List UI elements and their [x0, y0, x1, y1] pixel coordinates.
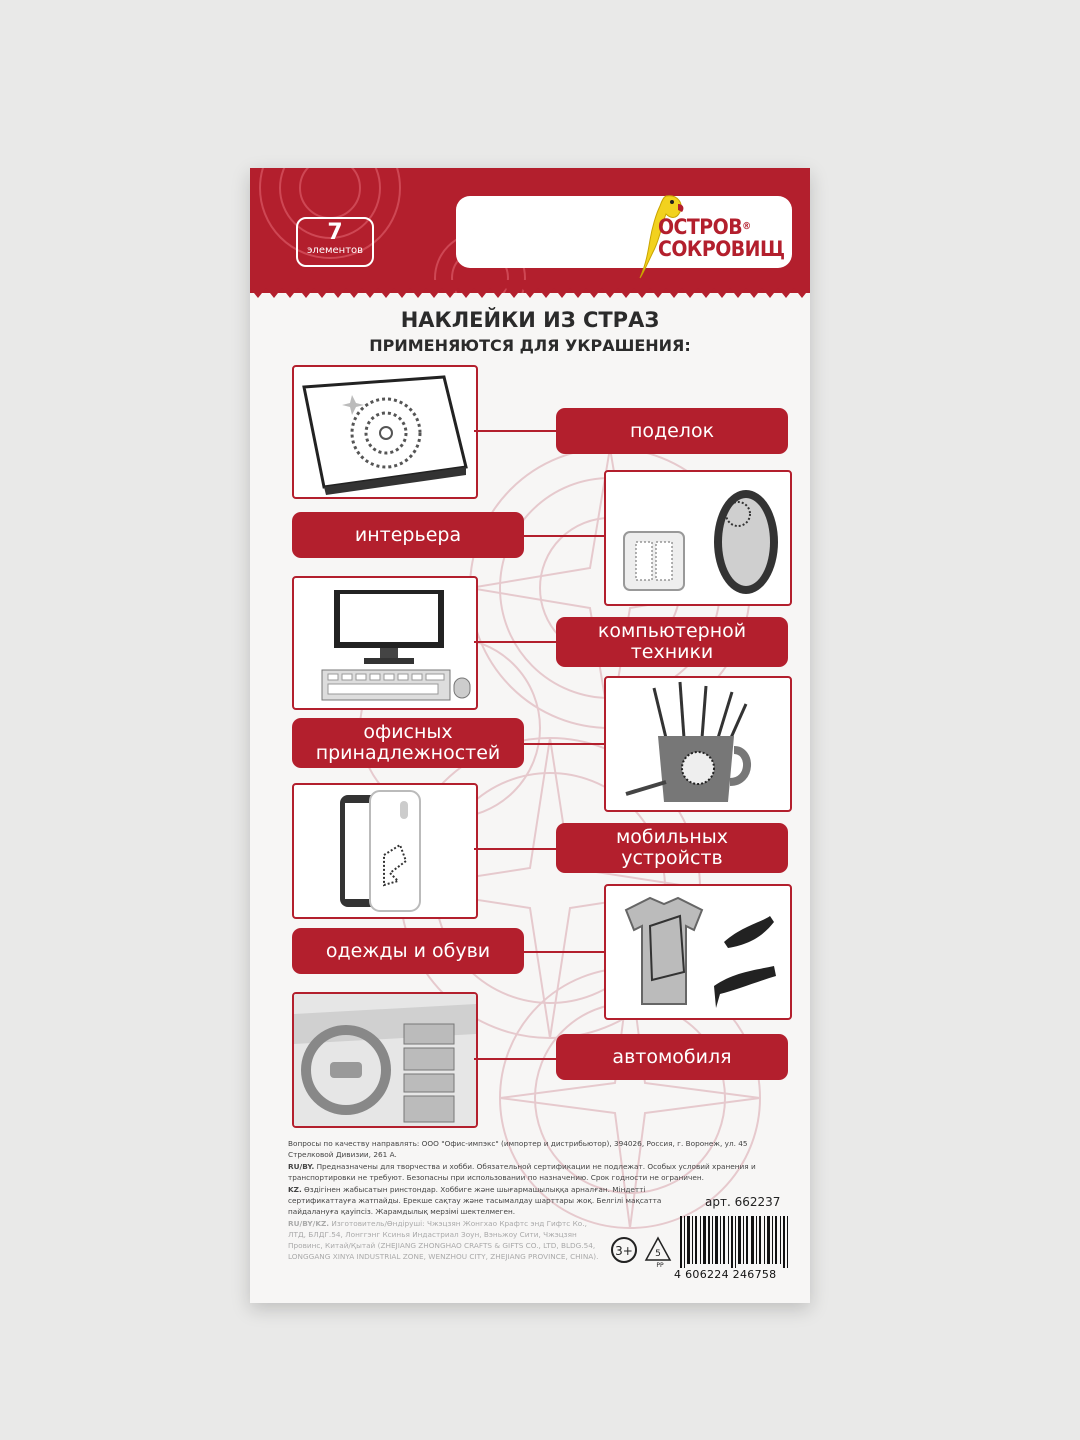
brand-name-line1: ОСТРОВ®	[658, 215, 751, 239]
recycle-pp-icon	[646, 1238, 670, 1268]
use-label-interior: интерьера	[292, 512, 524, 558]
header-zigzag-edge	[250, 280, 810, 302]
element-count-unit: элементов	[306, 245, 364, 256]
element-count-badge	[296, 217, 374, 267]
use-label-crafts: поделок	[556, 408, 788, 454]
kz-info: KZ. Өздігінен жабысатын ринстондар. Хоббиге және шығармашылыққа арналған. Міндетті сертификаттауға жатпайды. Ерекше сақтау және тасымалдау шарттары жоқ. Белгілі мақсатта пайдалануға қауіпсіз. Жарамдылық мерзімі шектелмеген.	[288, 1185, 662, 1216]
barcode-icon	[678, 1216, 790, 1268]
svg-text:3+: 3+	[615, 1244, 633, 1258]
brand-name	[658, 216, 785, 260]
mirror-and-switch-icon	[604, 470, 792, 606]
sticker-pack-backing-card	[250, 168, 810, 1303]
use-label-car: автомобиля	[556, 1034, 788, 1080]
pen-cup-icon	[604, 676, 792, 812]
brand-name-line2: СОКРОВИЩ	[658, 237, 785, 261]
use-label-mobile-devices: мобильных устройств	[556, 823, 788, 873]
svg-text:PP: PP	[656, 1262, 664, 1268]
connector-line	[474, 641, 556, 643]
car-dashboard-icon	[292, 992, 478, 1128]
connector-line	[524, 535, 604, 537]
product-title: НАКЛЕЙКИ ИЗ СТРАЗ	[400, 308, 660, 332]
element-count: 7	[327, 220, 343, 245]
manufacturer-info: RU/BY/KZ. Изготовитель/Өндіруші: Чжэцзян Жонгхао Крафтс энд Гифтс Ко., ЛТД, БЛДГ.54, Лонггэнг Ксинья Индастриал Зоун, Вэньжоу Сити, Чжэцзян Провинс, Китай/Қытай (ZHEJIANG ZHONGHAO CRAFTS & GIFTS CO., LTD, BLDG.54, LONGGANG XINYA INDUSTRIAL ZONE, WENZHOU CITY, ZHEJIANG PROVINCE, CHINA).	[288, 1219, 599, 1261]
article-number: арт. 662237	[705, 1195, 781, 1209]
computer-icon	[292, 576, 478, 710]
connector-line	[524, 743, 604, 745]
use-label-office-supplies: офисных принадлежностей	[292, 718, 524, 768]
use-label-clothes-and-shoes: одежды и обуви	[292, 928, 524, 974]
phone-icon	[292, 783, 478, 919]
quality-contact-text: Вопросы по качеству направлять: ООО "Офис-импэкс" (импортер и дистрибьютор), 394026, Россия, г. Воронеж, ул. 45 Стрелковой Дивизии, 261 А.	[288, 1139, 748, 1159]
age-mark-icon	[612, 1238, 636, 1262]
product-subtitle: ПРИМЕНЯЮТСЯ ДЛЯ УКРАШЕНИЯ:	[369, 336, 691, 355]
connector-line	[474, 430, 556, 432]
use-label-computers: компьютерной техники	[556, 617, 788, 667]
connector-line	[474, 848, 556, 850]
barcode-number: 4 606224 246758	[674, 1268, 777, 1281]
tshirt-shoes-icon	[604, 884, 792, 1020]
svg-text:5: 5	[655, 1249, 661, 1259]
connector-line	[524, 951, 604, 953]
safety-marks	[610, 1234, 674, 1268]
connector-line	[474, 1058, 556, 1060]
ru-by-info: RU/BY. Предназначены для творчества и хобби. Обязательной сертификации не подлежат. Особых условий хранения и транспортировки не требуют. Безопасны при использовании по назначению. Срок годности не ограничен.	[288, 1162, 756, 1182]
notebook-icon	[292, 365, 478, 499]
